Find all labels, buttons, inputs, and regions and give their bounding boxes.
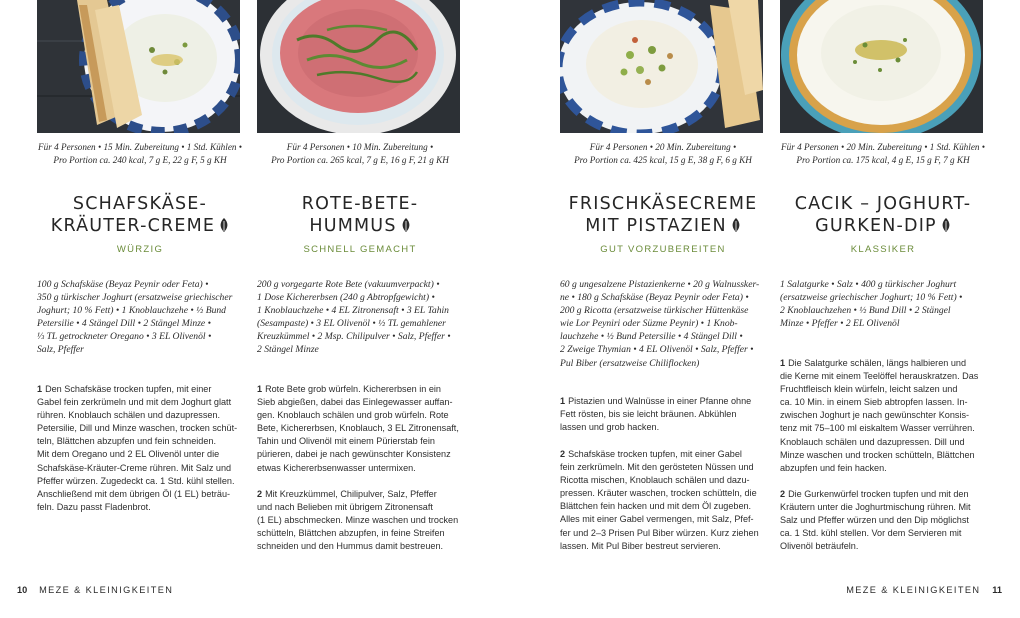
step-line: pressen. Kräuter waschen, trocken schütteln, die <box>560 488 757 499</box>
ingredient-line: ne • 180 g Schafskäse (Beyaz Peynir oder Feta) • <box>560 292 749 304</box>
ingredient-line: 1 Knoblauchzehe • 4 EL Zitronensaft • 3 EL Tahin <box>257 305 449 317</box>
ingredient-line: 1 Salatgurke • Salz • 400 g türkischer Joghurt <box>780 279 957 290</box>
step-line: ca. 1 Std. kühl stellen. Vor dem Servieren mit <box>780 528 962 539</box>
step-line: Bete, Kichererbsen, Knoblauch, 3 EL Zitronensaft, <box>257 423 459 434</box>
step-line: Fruchtfleisch klein würfeln, leicht salzen und <box>780 384 958 395</box>
ingredients <box>780 278 990 330</box>
step-line: Die Gurkenwürfel trocken tupfen und mit den <box>788 489 969 499</box>
step-line: Schafskäse-Kräuter-Creme rühren. Mit Salz und <box>37 462 232 473</box>
ingredient-line: 60 g ungesalzene Pistazienkerne • 20 g Walnussker- <box>560 279 760 290</box>
step-line: Mit Kreuzkümmel, Chilipulver, Salz, Pfeffer <box>265 489 437 499</box>
step-line: fer und 2–3 Prisen Pul Biber würzen. Kurz ziehen <box>560 527 759 538</box>
step-line: Salz und Pfeffer würzen und den Dip möglichst <box>780 515 969 526</box>
ingredient-line: Salz, Pfeffer <box>37 344 84 356</box>
ingredient-line: 2 Zweige Thymian • 4 EL Olivenöl • Salz, Pfeffer • <box>560 344 754 356</box>
step-line: Ricotta mischen, Knoblauch schälen und dazu- <box>560 475 750 486</box>
recipe-title <box>37 193 243 238</box>
step-line: tenz mit 75–100 ml eiskaltem Wasser verrühren. <box>780 423 975 434</box>
step-line: Schafskäse trocken tupfen, mit einer Gabel <box>568 449 742 459</box>
meta-nutrition: Pro Portion ca. 240 kcal, 7 g E, 22 g F, 5 g KH <box>53 155 227 165</box>
chapter-label: MEZE & KLEINIGKEITEN <box>846 585 981 595</box>
ingredient-line: 350 g türkischer Joghurt (ersatzweise griechischer <box>37 292 233 304</box>
step-1 <box>560 395 770 434</box>
step-1 <box>780 357 990 475</box>
title-line-1: SCHAFSKÄSE- <box>72 194 208 214</box>
step-line: Blättchen fein hacken und mit dem Öl zugeben. <box>560 501 752 512</box>
chapter-label: MEZE & KLEINIGKEITEN <box>39 585 174 595</box>
step-line: und nach Belieben mit übrigem Zitronensaft <box>257 502 433 513</box>
footer-left <box>17 585 173 595</box>
step-line: Pfeffer würzen. Zugedeckt ca. 1 Std. kühl stellen. <box>37 475 235 486</box>
ingredient-line: (ersatzweise griechischer Joghurt; 10 % Fett) • <box>780 292 963 304</box>
step-line: Den Schafskäse trocken tupfen, mit einer <box>45 384 212 394</box>
meta-time: Für 4 Personen • 10 Min. Zubereitung • <box>286 142 434 152</box>
photo-rote-bete-hummus <box>257 0 460 133</box>
title-line-1: ROTE-BETE- <box>301 194 419 214</box>
step-line: (1 EL) abschmecken. Minze waschen und trocken <box>257 515 459 526</box>
step-line: Die Salatgurke schälen, längs halbieren und <box>788 358 967 368</box>
vegetarian-leaf-icon <box>219 216 229 238</box>
ingredient-line: (Sesampaste) • 3 EL Olivenöl • ½ TL gemahlener <box>257 318 446 330</box>
step-line: die Kerne mit einem Teelöffel herauskratzen. Das <box>780 371 979 382</box>
recipe-meta <box>37 141 243 167</box>
step-line: lassen. Mit Pul Biber bestreut servieren. <box>560 540 721 551</box>
step-line: Olivenöl beträufeln. <box>780 541 859 552</box>
recipe-meta <box>560 141 766 167</box>
footer-right <box>846 585 1002 595</box>
step-line: Anschließend mit dem übrigen Öl (1 EL) beträu- <box>37 488 231 499</box>
vegetarian-leaf-icon <box>731 216 741 238</box>
step-line: abzupfen und fein hacken. <box>780 462 887 473</box>
step-line: Sieb abgießen, dabei das Einlegewasser auffan- <box>257 397 453 408</box>
ingredient-line: Kreuzkümmel • 2 Msp. Chilipulver • Salz, Pfeffer • <box>257 331 451 343</box>
title-line-2: KRÄUTER-CREME <box>50 216 216 236</box>
title-line-2: GURKEN-DIP <box>815 216 937 236</box>
step-line: ca. 10 Min. in einem Sieb abtropfen lassen. In- <box>780 397 968 408</box>
ingredient-line: lauchzehe • ½ Bund Petersilie • 4 Stängel Dill • <box>560 331 743 343</box>
step-2 <box>780 488 990 553</box>
ingredient-line: 200 g vorgegarte Rote Bete (vakuumverpackt) • <box>257 279 440 290</box>
step-line: Kräutern unter die Joghurtmischung rühren. Mit <box>780 502 971 513</box>
page-number: 10 <box>17 585 28 595</box>
step-line: feln. Dazu passt Fladenbrot. <box>37 501 151 512</box>
title-line-2: MIT PISTAZIEN <box>585 216 727 236</box>
step-line: Tahin und Olivenöl mit einem Pürierstab fein <box>257 436 435 447</box>
step-line: Mit dem Oregano und 2 EL Olivenöl unter die <box>37 449 220 460</box>
step-number: 2 <box>257 489 263 499</box>
step-line: Knoblauch schälen und dazupressen. Dill und <box>780 436 965 447</box>
step-line: schneiden und den Hummus damit bestreuen. <box>257 541 444 552</box>
step-line: teln, Blättchen abzupfen und fein schneiden. <box>37 436 216 447</box>
ingredient-line: 200 g Ricotta (ersatzweise türkischer Hüttenkäse <box>560 305 749 317</box>
step-line: Rote Bete grob würfeln. Kichererbsen in ein <box>265 384 441 394</box>
step-line: zwischen Joghurt je nach gewünschter Konsis- <box>780 410 970 421</box>
title-line-1: FRISCHKÄSECREME <box>568 194 758 214</box>
step-number: 1 <box>780 358 786 368</box>
ingredients <box>257 278 467 357</box>
step-2 <box>257 488 467 553</box>
ingredients <box>37 278 247 357</box>
ingredient-line: Joghurt; 10 % Fett) • 1 Knoblauchzehe • ½ Bund <box>37 305 226 317</box>
step-line: schütteln, Blättchen abzupfen, in feine Streifen <box>257 528 445 539</box>
page-number: 11 <box>992 585 1002 595</box>
ingredient-line: 100 g Schafskäse (Beyaz Peynir oder Feta) • <box>37 279 209 290</box>
photo-schafskaese-creme <box>37 0 240 133</box>
ingredient-line: Minze • Pfeffer • 2 EL Olivenöl <box>780 318 900 330</box>
step-number: 1 <box>560 396 566 406</box>
meta-time: Für 4 Personen • 20 Min. Zubereitung • <box>589 142 737 152</box>
recipe-title <box>560 193 766 238</box>
step-line: Alles mit einer Gabel vermengen, mit Salz, Pfef- <box>560 514 754 525</box>
step-line: Petersilie, Dill und Minze waschen, trocken schüt- <box>37 423 238 434</box>
step-number: 1 <box>37 384 43 394</box>
step-number: 1 <box>257 384 263 394</box>
ingredient-line: Pul Biber (ersatzweise Chiliflocken) <box>560 357 700 369</box>
vegetarian-leaf-icon <box>401 216 411 238</box>
meta-time: Für 4 Personen • 20 Min. Zubereitung • 1 Std. Kühlen • <box>780 142 986 152</box>
recipe-title <box>257 193 463 238</box>
step-line: lassen und grob hacken. <box>560 422 660 433</box>
meta-nutrition: Pro Portion ca. 175 kcal, 4 g E, 15 g F, 7 g KH <box>796 155 970 165</box>
step-number: 2 <box>560 449 566 459</box>
step-2 <box>560 448 770 553</box>
step-line: Gabel fein zerkrümeln und mit dem Joghurt glatt <box>37 397 232 408</box>
ingredient-line: 2 Knoblauchzehen • ½ Bund Dill • 2 Stängel <box>780 305 951 317</box>
step-line: pürieren, dabei je nach gewünschter Konsistenz <box>257 449 451 460</box>
recipe-tag: KLASSIKER <box>850 244 916 255</box>
step-line: rühren. Knoblauch schälen und dazupressen. <box>37 410 221 421</box>
step-line: fein zerkrümeln. Mit den gerösteten Nüssen und <box>560 462 754 473</box>
ingredient-line: wie Lor Peyniri oder Süzme Peynir) • 1 Knob- <box>560 318 738 330</box>
recipe-tag: SCHNELL GEMACHT <box>303 244 417 255</box>
title-line-2: HUMMUS <box>309 216 397 236</box>
ingredient-line: Petersilie • 4 Stängel Dill • 2 Stängel Minze • <box>37 318 211 330</box>
recipe-title <box>780 193 986 238</box>
title-line-1: CACIK – JOGHURT- <box>794 194 972 214</box>
meta-nutrition: Pro Portion ca. 425 kcal, 15 g E, 38 g F, 6 g KH <box>574 155 752 165</box>
ingredient-line: 2 Stängel Minze <box>257 344 319 356</box>
step-number: 2 <box>780 489 786 499</box>
recipe-meta <box>780 141 986 167</box>
step-line: Fett rösten, bis sie leicht bräunen. Abkühlen <box>560 409 737 420</box>
recipe-meta <box>257 141 463 167</box>
photo-frischkaese-pistazien <box>560 0 763 133</box>
ingredient-line: ⅓ TL getrockneter Oregano • 3 EL Olivenöl • <box>37 331 212 343</box>
ingredients <box>560 278 770 370</box>
vegetarian-leaf-icon <box>941 216 951 238</box>
step-1 <box>257 383 467 475</box>
step-line: Pistazien und Walnüsse in einer Pfanne ohne <box>568 396 752 406</box>
meta-nutrition: Pro Portion ca. 265 kcal, 7 g E, 16 g F, 21 g KH <box>271 155 449 165</box>
step-line: Minze waschen und trocken schütteln, Blättchen <box>780 449 975 460</box>
step-1 <box>37 383 247 514</box>
ingredient-line: 1 Dose Kichererbsen (240 g Abtropfgewicht) • <box>257 292 435 304</box>
meta-time: Für 4 Personen • 15 Min. Zubereitung • 1 Std. Kühlen • <box>37 142 243 152</box>
photo-cacik <box>780 0 983 133</box>
recipe-tag: WÜRZIG <box>116 244 164 255</box>
recipe-tag: GUT VORZUBEREITEN <box>600 244 726 255</box>
step-line: gen. Knoblauch schälen und grob würfeln. Rote <box>257 410 449 421</box>
step-line: etwas Kichererbsenwasser untermixen. <box>257 462 416 473</box>
